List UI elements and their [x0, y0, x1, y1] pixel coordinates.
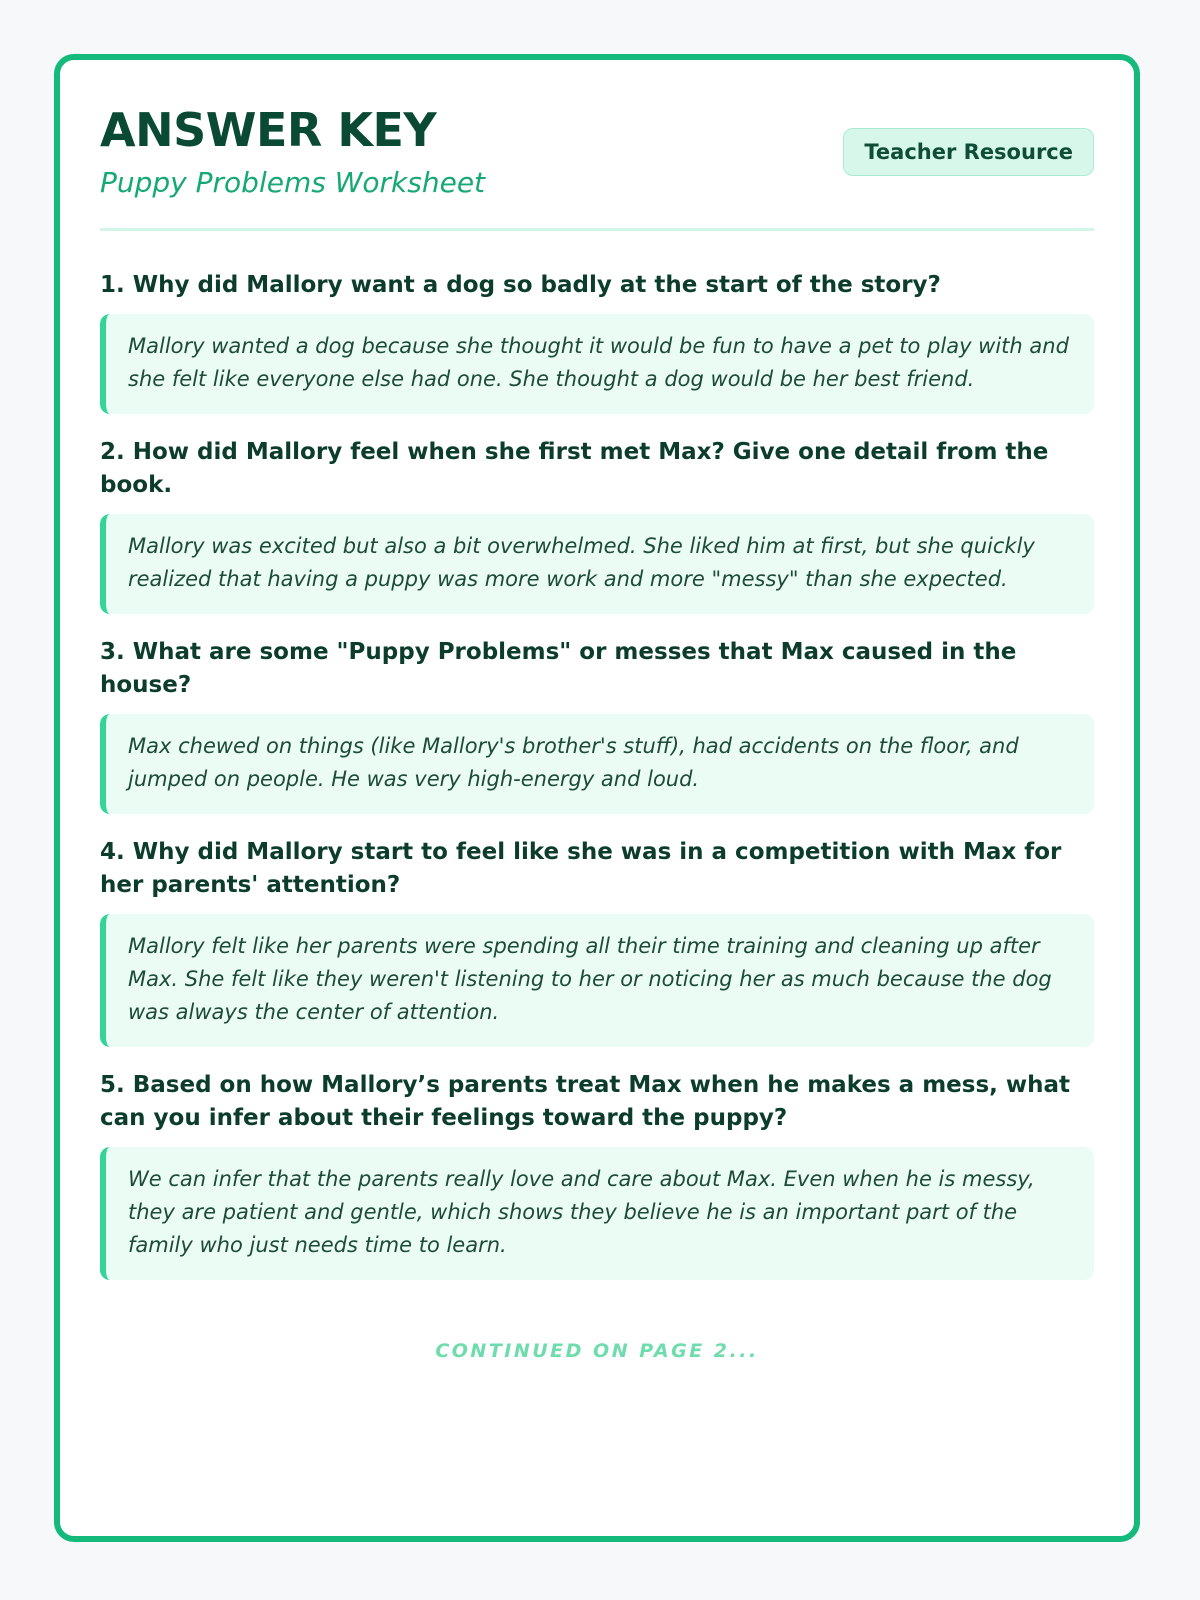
question-text: 1. Why did Mallory want a dog so badly at the start of the story? [100, 272, 941, 298]
answer-box: Mallory wanted a dog because she thought it would be fun to have a pet to play with and she felt like everyone else had one. She thought a dog would be her best friend. [100, 314, 1094, 414]
question-item [100, 436, 1094, 614]
page-title: ANSWER KEY [100, 103, 437, 157]
page-header [100, 100, 1094, 231]
question-text: 2. How did Mallory feel when she first met Max? Give one detail from the book. [100, 439, 1049, 498]
question-list [100, 231, 1094, 1280]
question-item [100, 269, 1094, 414]
answer-box: Mallory felt like her parents were spending all their time training and cleaning up after Max. She felt like they weren't listening to her or noticing her as much because the dog was always the center of attention. [100, 914, 1094, 1047]
question-item [100, 1069, 1094, 1280]
answer-box: We can infer that the parents really love and care about Max. Even when he is messy, they are patient and gentle, which shows they believe he is an important part of the family who just needs time to learn. [100, 1147, 1094, 1280]
question-item [100, 636, 1094, 814]
answer-box: Mallory was excited but also a bit overwhelmed. She liked him at first, but she quickly realized that having a puppy was more work and more "messy" than she expected. [100, 514, 1094, 614]
teacher-resource-badge: Teacher Resource [843, 128, 1094, 176]
answer-box: Max chewed on things (like Mallory's brother's stuff), had accidents on the floor, and jumped on people. He was very high-energy and loud. [100, 714, 1094, 814]
question-text: 4. Why did Mallory start to feel like she was in a competition with Max for her parents' attention? [100, 839, 1062, 898]
question-text: 3. What are some "Puppy Problems" or messes that Max caused in the house? [100, 639, 1017, 698]
worksheet-page [54, 54, 1140, 1542]
page-subtitle: Puppy Problems Worksheet [100, 166, 486, 199]
continued-note: CONTINUED ON PAGE 2... [435, 1340, 759, 1362]
question-text: 5. Based on how Mallory’s parents treat Max when he makes a mess, what can you infer about their feelings toward the puppy? [100, 1072, 1071, 1131]
question-item [100, 836, 1094, 1047]
